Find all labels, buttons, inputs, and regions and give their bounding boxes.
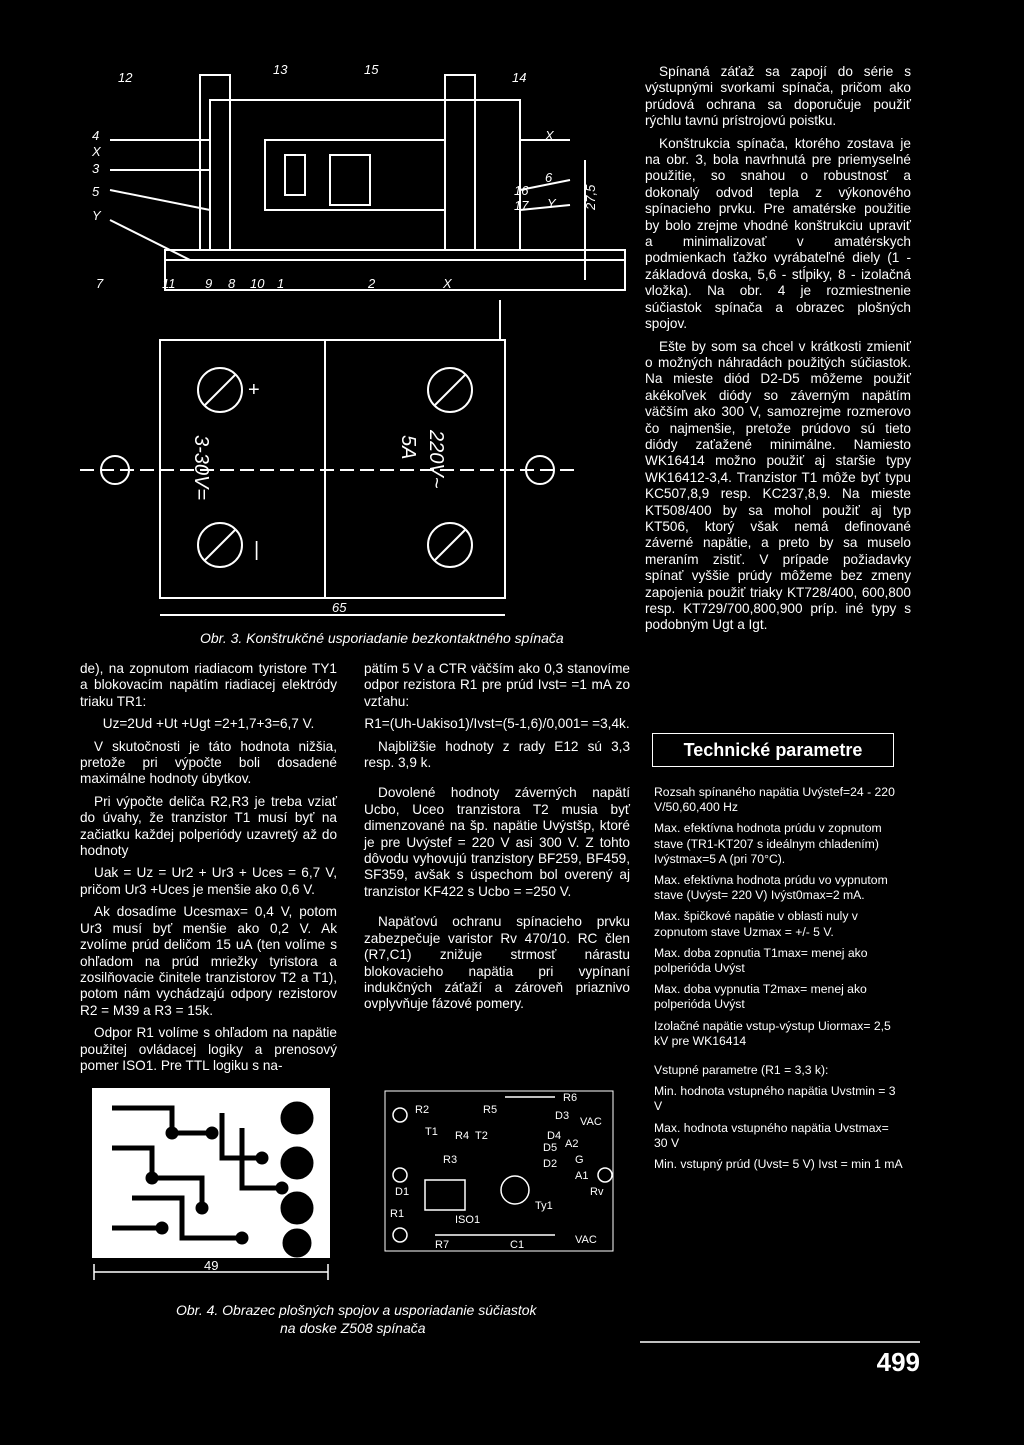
param-item: Max. efektívna hodnota prúdu v zopnutom stave (TR1-KT207 s ideálnym chladením) Ivýstmax=5 A (pri 70°C). bbox=[654, 821, 882, 866]
fig3-label-7: 7 bbox=[96, 276, 104, 291]
comp-r1: R1 bbox=[390, 1208, 405, 1220]
comp-a2: A2 bbox=[565, 1138, 579, 1150]
component-layout bbox=[375, 1085, 625, 1260]
comp-a1: A1 bbox=[575, 1170, 589, 1182]
comp-ty1: Ty1 bbox=[535, 1200, 553, 1212]
comp-d1: D1 bbox=[395, 1186, 410, 1198]
output-voltage-label: 220V~ bbox=[425, 430, 447, 489]
fig3-label-x: X bbox=[92, 144, 101, 159]
fig3-label-10: 10 bbox=[250, 276, 265, 291]
middle-column bbox=[364, 661, 630, 1019]
comp-t2: T2 bbox=[475, 1130, 488, 1142]
page-rule bbox=[640, 1340, 920, 1344]
fig3-label-1: 1 bbox=[277, 276, 285, 291]
fig3-label-2: 2 bbox=[368, 276, 376, 291]
right-column bbox=[645, 64, 911, 640]
page-number: 499 bbox=[876, 1347, 920, 1377]
fig3-label-17: 17 bbox=[514, 198, 529, 213]
fig3-label-14: 14 bbox=[512, 70, 527, 85]
minus-sign: | bbox=[254, 539, 260, 561]
comp-g: G bbox=[575, 1154, 584, 1166]
technical-parameters-list bbox=[654, 785, 904, 1178]
right-paragraph-2: Konštrukcia spínača, ktorého zostava je na obr. 3, bola navrhnutá pre priemyselné použitie, so snahou o robustnosť a dokonalý odvod tepla z výkonového spínacieho prvku. Pre amatérske použitie by bolo zrejme vhodné konštrukciu upraviť a minimalizovať v amatérskych podmienkach ťažko vyrábateľné diely (1 - základová doska, 5,6 - stĺpiky, 8 - izolačná vložka). Na obr. 4 je rozmiestnenie súčiastok spínača a obrazec plošných spojov. bbox=[645, 135, 911, 332]
param-item: Izolačné napätie vstup-výstup Uiormax= 2,5 kV pre WK16414 bbox=[654, 1018, 891, 1048]
figure4-caption-line1: Obr. 4. Obrazec plošných spojov a usporiadanie súčiastok bbox=[176, 1302, 537, 1318]
left-paragraph-5: Odpor R1 volíme s ohľadom na napätie použitej ovládacej logiky a prenosový pomer ISO1. Pre TTL logiku s na- bbox=[80, 1025, 337, 1073]
pcb-pattern bbox=[92, 1088, 330, 1258]
fig3-label-5: 5 bbox=[92, 184, 100, 199]
comp-c1: C1 bbox=[510, 1239, 525, 1251]
fig3-label-y2: Y bbox=[547, 196, 556, 211]
left-paragraph-1: de), na zopnutom riadiacom tyristore TY1 a blokovacím napätím riadiacej elektródy triaku TR1: bbox=[80, 661, 337, 709]
comp-d4: D4 bbox=[547, 1130, 562, 1142]
middle-equation: R1=(Uh-Uakiso1)/Ivst=(5-1,6)/0,001= =3,4k. bbox=[364, 716, 630, 732]
figure3-drawing bbox=[70, 60, 630, 630]
fig3-label-8: 8 bbox=[228, 276, 236, 291]
fig3-label-11: 11 bbox=[162, 276, 176, 291]
comp-d5: D5 bbox=[543, 1142, 558, 1154]
fig3-label-65: 65 bbox=[332, 600, 347, 615]
output-current-label: 5A bbox=[397, 435, 419, 460]
fig3-label-16: 16 bbox=[514, 183, 529, 198]
fig3-label-15: 15 bbox=[364, 62, 379, 77]
fig3-label-4: 4 bbox=[92, 128, 100, 143]
left-paragraph-3: Pri výpočte deliča R2,R3 je treba vziať do úvahy, že tranzistor T1 musí byť na začiatku každej polperiódy uzavretý až do hodnoty bbox=[80, 793, 337, 859]
pcb-dimension bbox=[92, 1258, 332, 1282]
comp-t1: T1 bbox=[425, 1126, 438, 1138]
comp-r7: R7 bbox=[435, 1239, 450, 1251]
comp-r4: R4 bbox=[455, 1130, 470, 1142]
fig3-label-6: 6 bbox=[545, 170, 553, 185]
comp-vac-bottom: VAC bbox=[575, 1234, 597, 1246]
middle-paragraph-1: pätím 5 V a CTR väčším ako 0,3 stanovíme odpor rezistora R1 pre prúd Ivst= =1 mA zo vzťahu: bbox=[364, 661, 630, 709]
middle-paragraph-4: Napäťovú ochranu spínacieho prvku zabezpečuje varistor Rv 470/10. RC člen (R7,C1) znižuje strmosť nárastu blokovacieho napätia pri vypínaní indukčných záťaží a zároveň priaznivo ovplyvňuje fázové pomery. bbox=[364, 914, 630, 1012]
right-paragraph-3: Ešte by som sa chcel v krátkosti zmieniť o možných náhradách použitých súčiastok. Na mieste diód D2-D5 môžeme použiť akékoľvek diódy so záverným napätím väčším ako 300 V, samozrejme rozmerovo čo najmenšie, pretože prúdovo sú tieto diódy zaťažené minimálne. Namiesto WK16414 možno použiť aj staršie typy WK16412-3,4. Tranzistor T1 môže byť typu KC507,8,9 resp. KC237,8,9. Na mieste KT508/400 by sa mohol použiť aj typ KT506, ktorý však nemá definované záverné napätie, a preto by sa muselo meraním zistiť. V prípade požiadavky spínať vyššie prúdy môžeme bez zmeny zapojenia použiť triaky KT728/400, 600,800 resp. KT729/700,800,900 príp. iné typy s podobným Ugt a Igt. bbox=[645, 338, 911, 633]
param-item: Max. hodnota vstupného napätia Uvstmax= 30 V bbox=[654, 1120, 889, 1150]
fig3-label-13: 13 bbox=[273, 62, 288, 77]
left-column bbox=[80, 661, 337, 1080]
param-item: Max. efektívna hodnota prúdu vo vypnutom stave (Uvýst= 220 V) Ivýst0max=2 mA. bbox=[654, 873, 888, 903]
right-paragraph-1: Spínaná záťaž sa zapojí do série s výstupnými svorkami spínača, pričom ako prúdová ochrana sa doporučuje použiť rýchlu tavnú prístrojovú poistku. bbox=[645, 64, 911, 129]
comp-r2: R2 bbox=[415, 1104, 430, 1116]
left-equation-2: Uak = Uz = Ur2 + Ur3 + Uces = 6,7 V, pričom Ur3 +Uces je menšie ako 0,6 V. bbox=[80, 865, 337, 897]
left-paragraph-4: Ak dosadíme Ucesmax= 0,4 V, potom Ur3 musí byť menšie ako 0,2 V. Ak zvolíme prúd deličom 15 uA (ten volíme s ohľadom na prúd mriežky tyristora a zosilňovacie činitele tranzistorov T2 a T1), potom nám vychádzajú odpory rezistorov R2 = M39 a R3 = 15k. bbox=[80, 904, 337, 1018]
left-equation-1: Uz=2Ud +Ut +Ugt =2+1,7+3=6,7 V. bbox=[102, 716, 315, 732]
fig3-label-3: 3 bbox=[92, 161, 100, 176]
pcb-traces bbox=[92, 1088, 330, 1258]
fig3-label-x3: X bbox=[443, 276, 452, 291]
comp-r3: R3 bbox=[443, 1154, 458, 1166]
pcb-dimension-label: 49 bbox=[204, 1258, 219, 1273]
comp-d3: D3 bbox=[555, 1110, 570, 1122]
figure4-caption-line2: na doske Z508 spínača bbox=[280, 1320, 426, 1336]
figure3-caption: Obr. 3. Konštrukčné usporiadanie bezkontaktného spínača bbox=[200, 630, 564, 646]
comp-r5: R5 bbox=[483, 1104, 498, 1116]
param-item: Max. doba vypnutia T2max= menej ako polperióda Uvýst bbox=[654, 982, 867, 1012]
comp-d2: D2 bbox=[543, 1158, 558, 1170]
comp-vac-top: VAC bbox=[580, 1116, 602, 1128]
fig3-label-y: Y bbox=[92, 208, 101, 223]
param-heading: Vstupné parametre (R1 = 3,3 k): bbox=[654, 1063, 829, 1078]
comp-rv: Rv bbox=[590, 1186, 604, 1198]
fig3-label-x2: X bbox=[545, 128, 554, 143]
middle-paragraph-3: Dovolené hodnoty záverných napätí Ucbo, Uceo tranzistora T2 musia byť dimenzované na šp. napätie Uvýstšp, ktoré je pre Uvýstef = 220 V asi 300 V. Z tohto dôvodu vyhovujú tranzistory BF259, BF459, SF359, avšak s úspechom bol overený aj tranzistor KF422 s Ucbo = =250 V. bbox=[364, 785, 630, 899]
param-item: Min. hodnota vstupného napätia Uvstmin = 3 V bbox=[654, 1084, 896, 1114]
param-item: Min. vstupný prúd (Uvst= 5 V) Ivst = min 1 mA bbox=[654, 1157, 903, 1172]
param-item: Max. špičkové napätie v oblasti nuly v zopnutom stave Uzmax = +/- 5 V. bbox=[654, 909, 858, 939]
fig3-label-27-5: 27,5 bbox=[583, 184, 598, 210]
technical-parameters-title: Technické parametre bbox=[652, 733, 894, 767]
fig3-label-12: 12 bbox=[118, 70, 133, 85]
middle-paragraph-2: Najbližšie hodnoty z rady E12 sú 3,3 resp. 3,9 k. bbox=[364, 738, 630, 771]
fig3-label-9: 9 bbox=[205, 276, 213, 291]
comp-iso1: ISO1 bbox=[455, 1214, 481, 1226]
input-voltage-label: 3-30V= bbox=[190, 435, 212, 501]
left-paragraph-2: V skutočnosti je táto hodnota nižšia, pretože pri výpočte boli dosadené maximálne hodnoty úbytkov. bbox=[80, 738, 337, 787]
plus-sign: + bbox=[248, 379, 260, 401]
param-item: Max. doba zopnutia T1max= menej ako polperióda Uvýst bbox=[654, 945, 868, 976]
comp-r6: R6 bbox=[563, 1092, 578, 1104]
param-item: Rozsah spínaného napätia Uvýstef=24 - 220 V/50,60,400 Hz bbox=[654, 785, 895, 815]
